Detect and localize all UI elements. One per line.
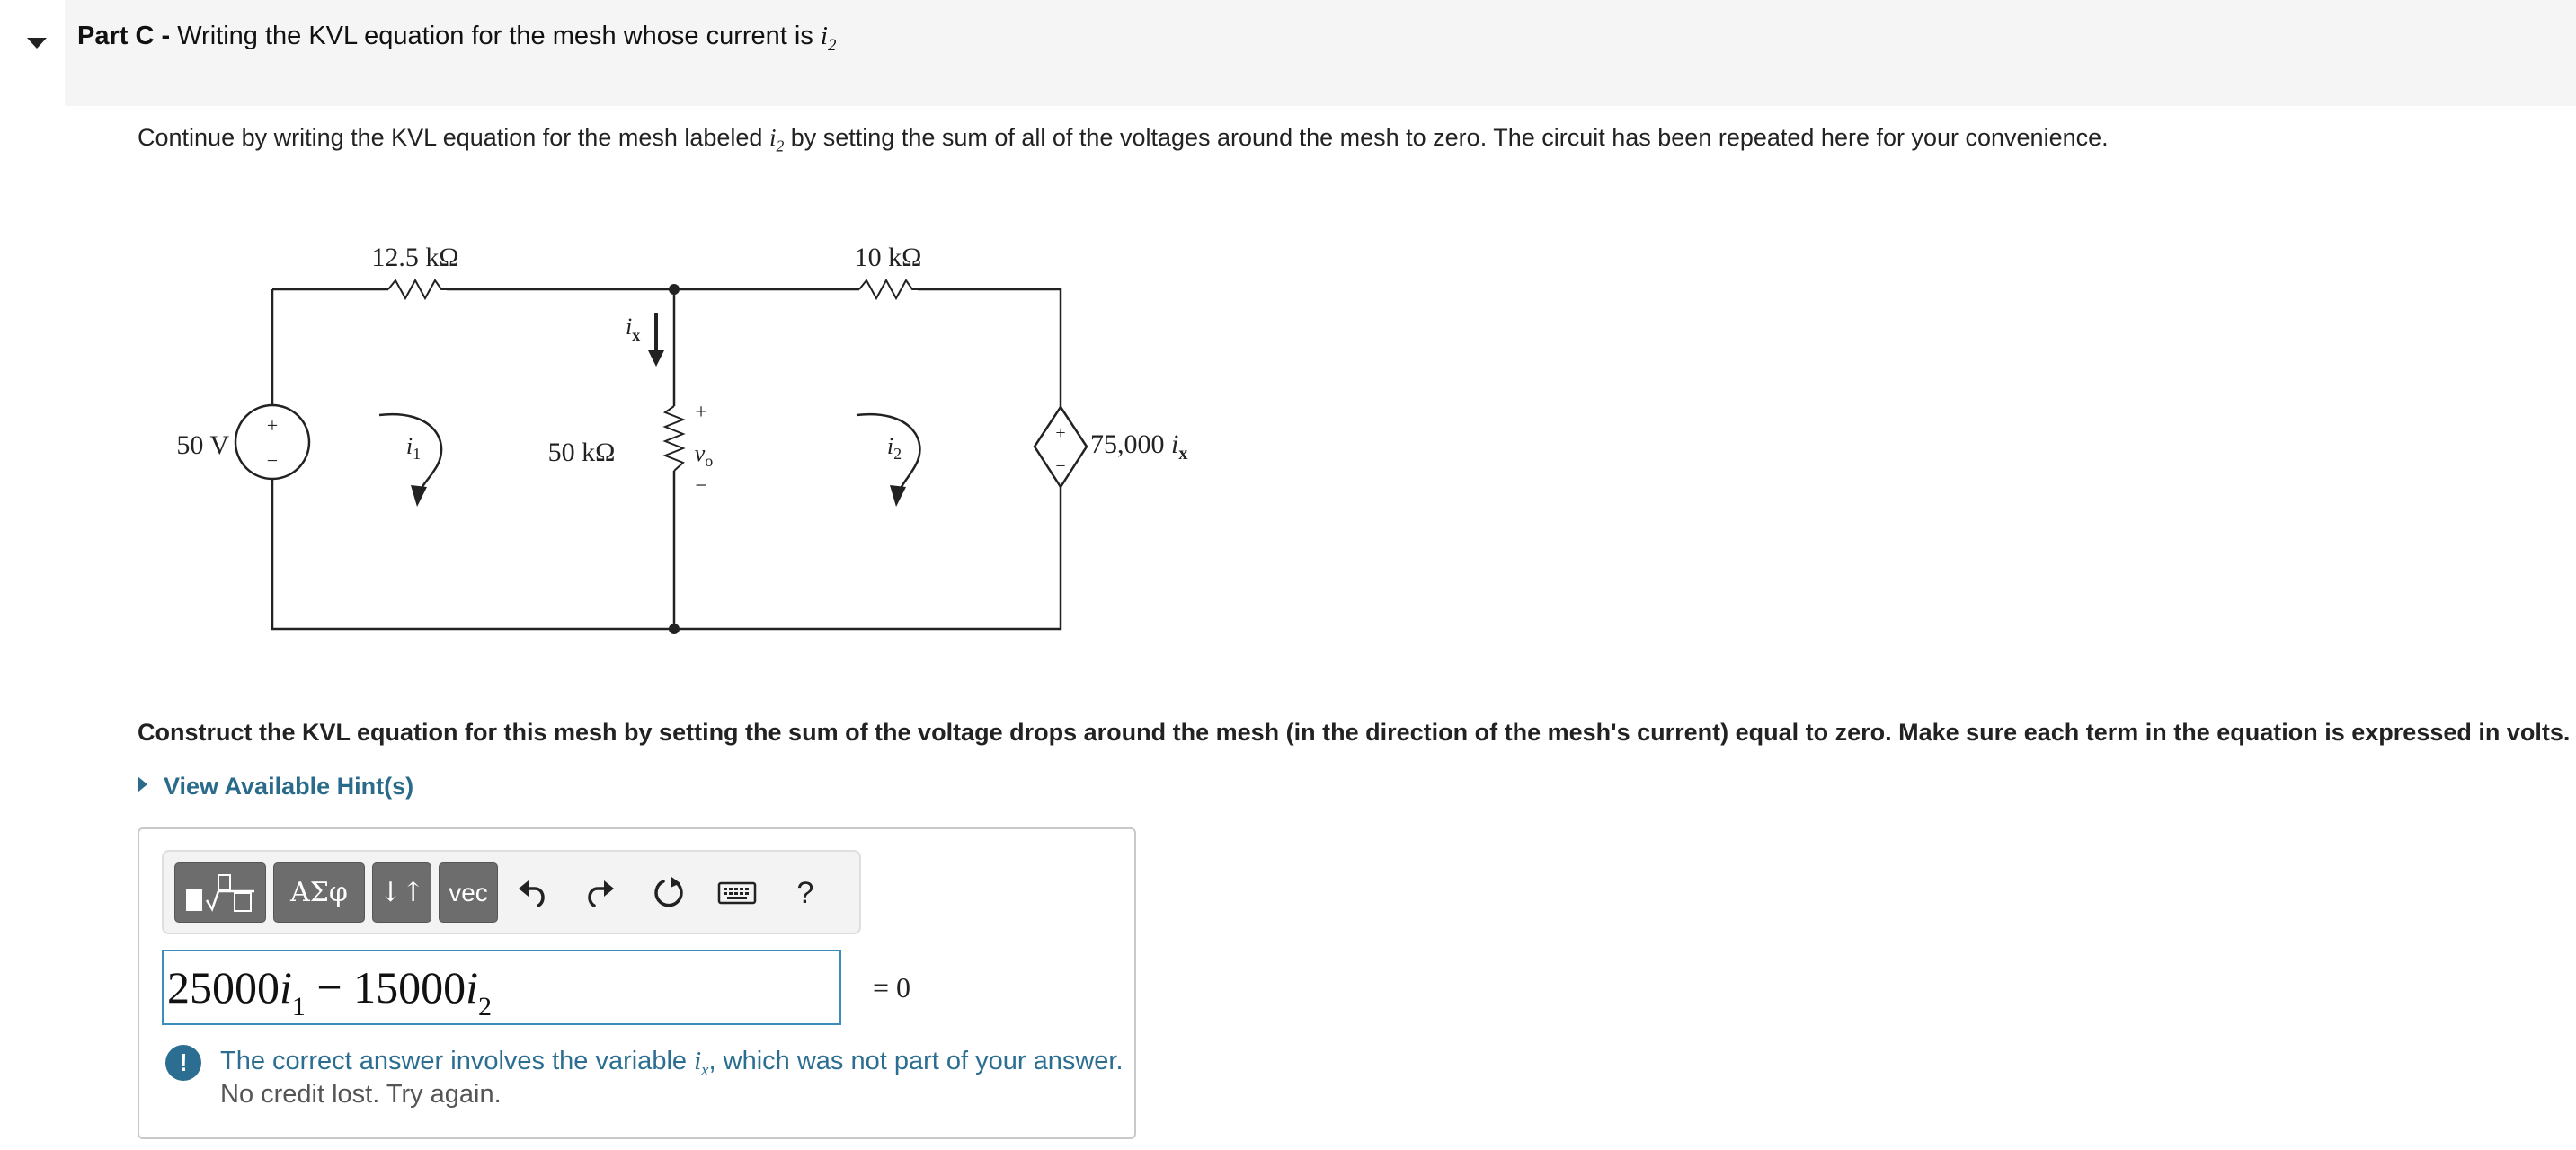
vec-button[interactable]: vec bbox=[439, 862, 498, 923]
intro-text: Continue by writing the KVL equation for the mesh labeled $i_2$ by setting the sum of all of the voltages around the mesh to zero. The circuit has been repeated here for your convenience. bbox=[138, 124, 2109, 155]
undo-button[interactable] bbox=[505, 864, 559, 922]
answer-term-2: $15000i_2$ bbox=[353, 962, 493, 1022]
resistor-12-5k bbox=[388, 280, 447, 298]
r1-label: 12.5 kΩ bbox=[371, 243, 459, 272]
part-title bbox=[77, 22, 836, 56]
part-title-variable: $i_2$ bbox=[820, 22, 837, 55]
r2-label: 10 kΩ bbox=[854, 243, 922, 272]
vo-label: $v_o$ bbox=[694, 440, 714, 470]
keyboard-icon bbox=[717, 880, 757, 907]
alert-icon: ! bbox=[165, 1045, 201, 1081]
dep-source-plus: + bbox=[1055, 423, 1066, 443]
vo-plus: + bbox=[695, 401, 707, 424]
source-plus: + bbox=[266, 414, 279, 437]
greek-button[interactable]: ΑΣφ bbox=[273, 862, 365, 923]
instruction-text: Construct the KVL equation for this mesh by setting the sum of the voltage drops around the mesh (in the direction of the mesh's current) equal to zero. Make sure each term in the equation is expressed in volts. bbox=[138, 719, 2571, 746]
node-top bbox=[669, 284, 680, 295]
templates-icon bbox=[182, 871, 258, 915]
redo-icon bbox=[585, 878, 616, 908]
answer-input[interactable] bbox=[162, 950, 841, 1025]
circuit-wires bbox=[272, 289, 1061, 629]
answer-term-1: $25000i_1$ bbox=[167, 962, 306, 1022]
view-hints-link[interactable]: View Available Hint(s) bbox=[138, 773, 413, 801]
source-label: 50 V bbox=[176, 430, 229, 460]
circuit-diagram bbox=[135, 216, 1213, 647]
mesh1-arrowhead bbox=[411, 485, 427, 507]
resistor-50k bbox=[665, 406, 683, 471]
equals-zero: = 0 bbox=[873, 971, 911, 1004]
mesh1-label: $i_1$ bbox=[405, 433, 422, 463]
arrows-button[interactable]: ↓↑ bbox=[372, 862, 431, 923]
math-toolbar bbox=[162, 850, 861, 934]
reset-button[interactable] bbox=[642, 864, 696, 922]
reset-icon bbox=[652, 876, 686, 910]
expand-caret-icon[interactable] bbox=[138, 776, 147, 792]
feedback-retry-text: No credit lost. Try again. bbox=[220, 1080, 502, 1109]
collapse-caret-icon[interactable] bbox=[27, 38, 47, 49]
intro-variable: $i_2$ bbox=[768, 124, 785, 155]
mesh2-label: $i_2$ bbox=[886, 433, 902, 463]
dep-source-minus: − bbox=[1055, 456, 1066, 476]
mesh2-arrowhead bbox=[890, 485, 906, 507]
redo-button[interactable] bbox=[573, 864, 627, 922]
feedback-message: The correct answer involves the variable $i_x$, which was not part of your answer. bbox=[220, 1047, 1124, 1080]
answer-panel bbox=[138, 827, 1136, 1139]
templates-button[interactable] bbox=[174, 862, 266, 923]
answer-operator: − bbox=[305, 962, 354, 1013]
resistor-10k bbox=[859, 280, 918, 298]
undo-icon bbox=[517, 878, 547, 908]
r3-label: 50 kΩ bbox=[547, 438, 616, 467]
dep-source-label: 75,000 $i_x$ bbox=[1090, 429, 1188, 464]
part-label: Part C - bbox=[77, 22, 171, 50]
part-title-text: Writing the KVL equation for the mesh whose current is bbox=[177, 22, 813, 50]
ix-label: $i_x$ bbox=[626, 314, 641, 344]
keyboard-button[interactable] bbox=[710, 864, 764, 922]
source-minus: − bbox=[266, 449, 279, 472]
ix-arrow-head bbox=[648, 350, 664, 367]
vo-minus: − bbox=[695, 474, 707, 498]
feedback-variable: $i_x$ bbox=[694, 1047, 709, 1080]
node-bottom bbox=[669, 624, 680, 634]
help-button[interactable]: ? bbox=[796, 875, 814, 910]
